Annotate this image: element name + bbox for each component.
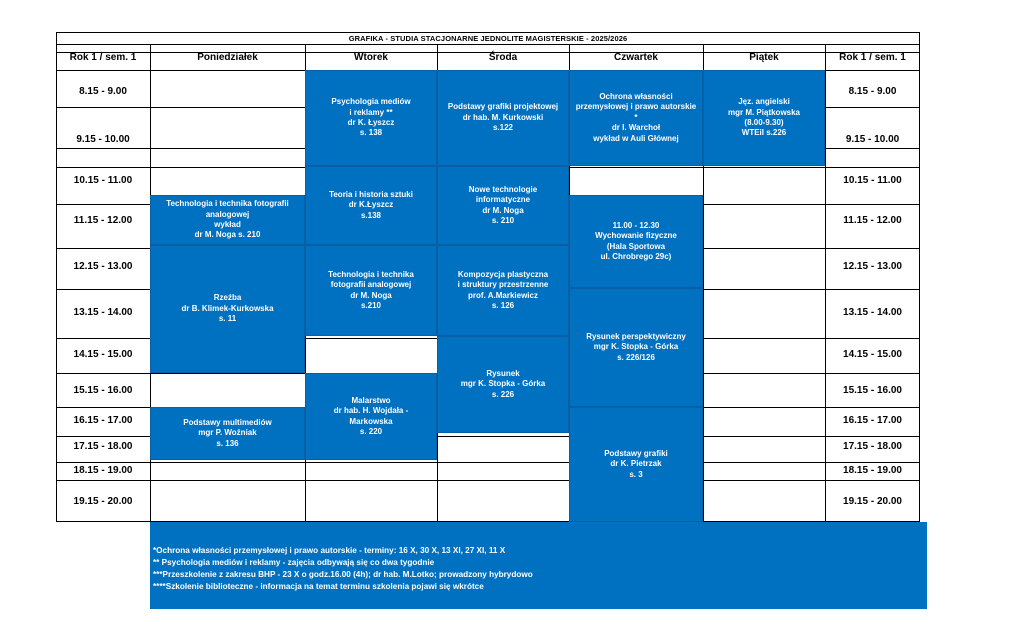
- time-slot-right: 10.15 - 11.00: [843, 175, 902, 186]
- course-block[interactable]: Ochrona własności przemysłowej i prawo autorskie * dr I. Warchoł wykład w Auli Głównej: [569, 70, 703, 166]
- time-slot-left: 19.15 - 20.00: [73, 495, 133, 507]
- time-slot-right: 17.15 - 18.00: [843, 441, 902, 452]
- time-slot-left: 14.15 - 15.00: [73, 349, 133, 360]
- course-block[interactable]: Jęz. angielski mgr M. Piątkowska (8.00-9.30) WTEiI s.226: [703, 70, 825, 166]
- time-slot-left: 17.15 - 18.00: [73, 441, 133, 452]
- course-block[interactable]: Psychologia mediów i reklamy ** dr K. Łyszcz s. 138: [305, 70, 437, 166]
- course-block[interactable]: Rysunek mgr K. Stopka - Górka s. 226: [437, 336, 569, 433]
- column-header: Środa: [488, 51, 518, 63]
- time-slot-right: 15.15 - 16.00: [843, 384, 902, 396]
- time-slot-left: 15.15 - 16.00: [73, 384, 133, 396]
- time-slot-right: 12.15 - 13.00: [843, 261, 902, 272]
- time-slot-right: 13.15 - 14.00: [843, 306, 902, 318]
- footnotes: [150, 522, 927, 609]
- course-block[interactable]: Technologia i technika fotografii analogowej wykład dr M. Noga s. 210: [150, 195, 305, 245]
- column-header: Rok 1 / sem. 1: [69, 51, 137, 63]
- time-slot-right: 11.15 - 12.00: [843, 214, 902, 226]
- column-header: Wtorek: [354, 51, 388, 63]
- time-slot-left: 10.15 - 11.00: [73, 175, 133, 186]
- time-slot-left: 13.15 - 14.00: [73, 306, 133, 318]
- footnote-1: *Ochrona własności przemysłowej i prawo autorskie - terminy: 16 X, 30 X, 13 XI, 27 XI, 11 X: [153, 546, 506, 555]
- course-block[interactable]: Rysunek perspektywiczny mgr K. Stopka - Górka s. 226/126: [569, 288, 703, 407]
- time-slot-left: 18.15 - 19.00: [73, 464, 133, 476]
- time-slot-right: 18.15 - 19.00: [843, 464, 902, 476]
- sheet-title: GRAFIKA - STUDIA STACJONARNE JEDNOLITE MAGISTERSKIE - 2025/2026: [348, 33, 628, 43]
- timetable: [56, 32, 920, 522]
- course-block[interactable]: Kompozycja plastyczna i struktury przestrzenne prof. A.Markiewicz s. 126: [437, 245, 569, 336]
- time-slot-left: 12.15 - 13.00: [73, 261, 133, 272]
- time-slot-right: 14.15 - 15.00: [843, 349, 902, 360]
- time-slot-left: 16.15 - 17.00: [73, 414, 133, 426]
- time-slot-right: 16.15 - 17.00: [843, 414, 902, 426]
- time-slot-left: 9.15 - 10.00: [76, 133, 130, 145]
- grid-line: [56, 462, 920, 463]
- column-header: Poniedziałek: [197, 51, 258, 63]
- course-block[interactable]: Teoria i historia sztuki dr K.Łyszcz s.138: [305, 166, 437, 245]
- time-slot-left: 11.15 - 12.00: [73, 214, 133, 226]
- column-header: Czwartek: [614, 51, 658, 63]
- time-slot-right: 9.15 - 10.00: [845, 133, 900, 145]
- time-slot-right: 19.15 - 20.00: [843, 495, 902, 507]
- footnote-2: ** Psychologia mediów i reklamy - zajęcia odbywają się co dwa tygodnie: [153, 558, 435, 567]
- column-header: Rok 1 / sem. 1: [839, 51, 906, 63]
- course-block[interactable]: Podstawy grafiki dr K. Pietrzak s. 3: [569, 407, 703, 522]
- column-header: Piątek: [749, 51, 779, 63]
- footnote-4: ****Szkolenie biblioteczne - informacja na temat terminu szkolenia pojawi się wkrótce: [153, 582, 484, 591]
- course-block[interactable]: 11.00 - 12.30 Wychowanie fizyczne (Hala Sportowa ul. Chrobrego 29c): [569, 195, 703, 288]
- time-slot-left: 8.15 - 9.00: [79, 85, 127, 97]
- footnote-3: ***Przeszkolenie z zakresu BHP - 23 X o godz.16.00 (4h); dr hab. M.Lotko; prowadzony hybrydowo: [153, 570, 533, 579]
- time-slot-right: 8.15 - 9.00: [848, 85, 897, 97]
- course-block[interactable]: Technologia i technika fotografii analogowej dr M. Noga s.210: [305, 245, 437, 336]
- grid-line: [56, 480, 920, 481]
- course-block[interactable]: Podstawy grafiki projektowej dr hab. M. Kurkowski s.122: [437, 70, 569, 166]
- course-block[interactable]: Malarstwo dr hab. H. Wojdała - Markowska s. 220: [305, 373, 437, 460]
- course-block[interactable]: Rzeźba dr B. Klimek-Kurkowska s. 11: [150, 245, 305, 373]
- course-block[interactable]: Nowe technologie informatyczne dr M. Noga s. 210: [437, 166, 569, 245]
- course-block[interactable]: Podstawy multimediów mgr P. Woźniak s. 136: [150, 407, 305, 460]
